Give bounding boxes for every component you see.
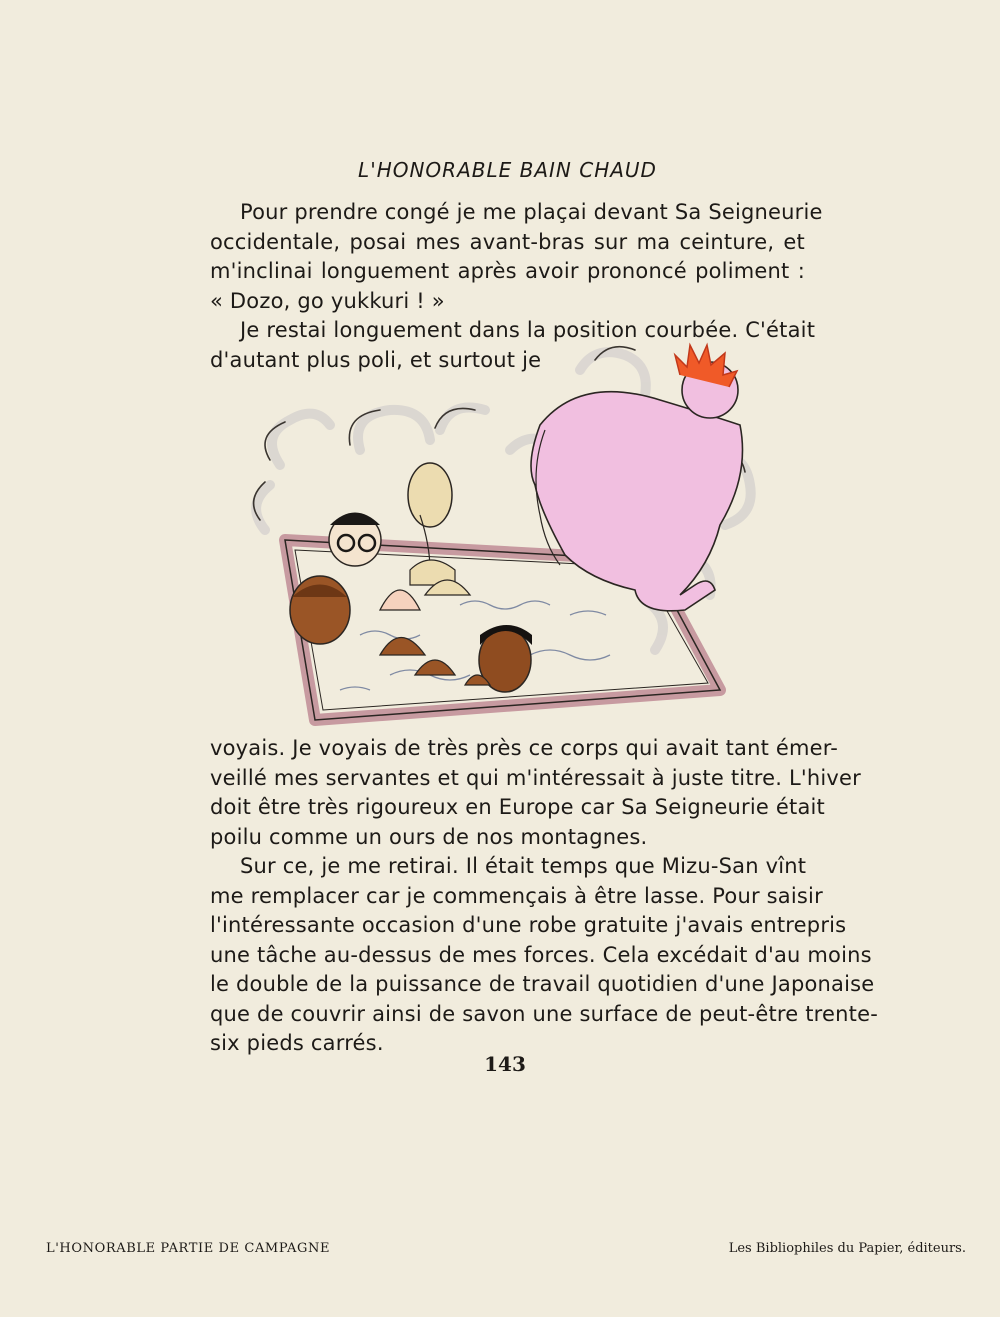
text-block-bottom [210, 734, 879, 1059]
text-line: doit être très rigoureux en Europe car Sa Seigneurie était [210, 795, 825, 819]
glasses-bather [329, 513, 381, 567]
text-line: Je restai longuement dans la position courbée. C'était [240, 318, 816, 342]
text-line: « Dozo, go yukkuri ! » [210, 288, 445, 313]
elder-bather [408, 463, 455, 585]
text-line: veillé mes servantes et qui m'intéressait à juste titre. L'hiver [210, 765, 862, 790]
text-line: Pour prendre congé je me plaçai devant Sa Seigneurie [240, 200, 823, 224]
text-line: Sur ce, je me retirai. Il était temps que Mizu-San vînt [240, 854, 807, 878]
chapter-title: L'HONORABLE BAIN CHAUD [358, 158, 657, 182]
text-line: poilu comme un ours de nos montagnes. [210, 824, 648, 849]
text-line: que de couvrir ainsi de savon une surface de peut-être trente- [210, 1001, 879, 1026]
text-line: le double de la puissance de travail quotidien d'une Japonaise [210, 972, 875, 996]
text-line: voyais. Je voyais de très près ce corps qui avait tant émer- [210, 736, 839, 760]
text-line: d'autant plus poli, et surtout je [210, 347, 542, 372]
bath-illustration [240, 335, 780, 735]
text-line: une tâche au-dessus de mes forces. Cela excédait d'au moins [210, 942, 872, 967]
footer-book-title: L'HONORABLE PARTIE DE CAMPAGNE [46, 1241, 331, 1256]
page-number: 143 [484, 1052, 526, 1076]
brown-bathers [290, 576, 532, 692]
text-line: l'intéressante occasion d'une robe gratuite j'avais entrepris [210, 913, 847, 937]
footer-publisher: Les Bibliophiles du Papier, éditeurs. [728, 1241, 966, 1256]
text-line: me remplacer car je commençais à être lasse. Pour saisir [210, 883, 823, 908]
text-line: m'inclinai longuement après avoir prononcé poliment : [210, 259, 805, 283]
text-line: six pieds carrés. [210, 1031, 384, 1055]
text-line: occidentale, posai mes avant-bras sur ma ceinture, et [210, 229, 805, 254]
